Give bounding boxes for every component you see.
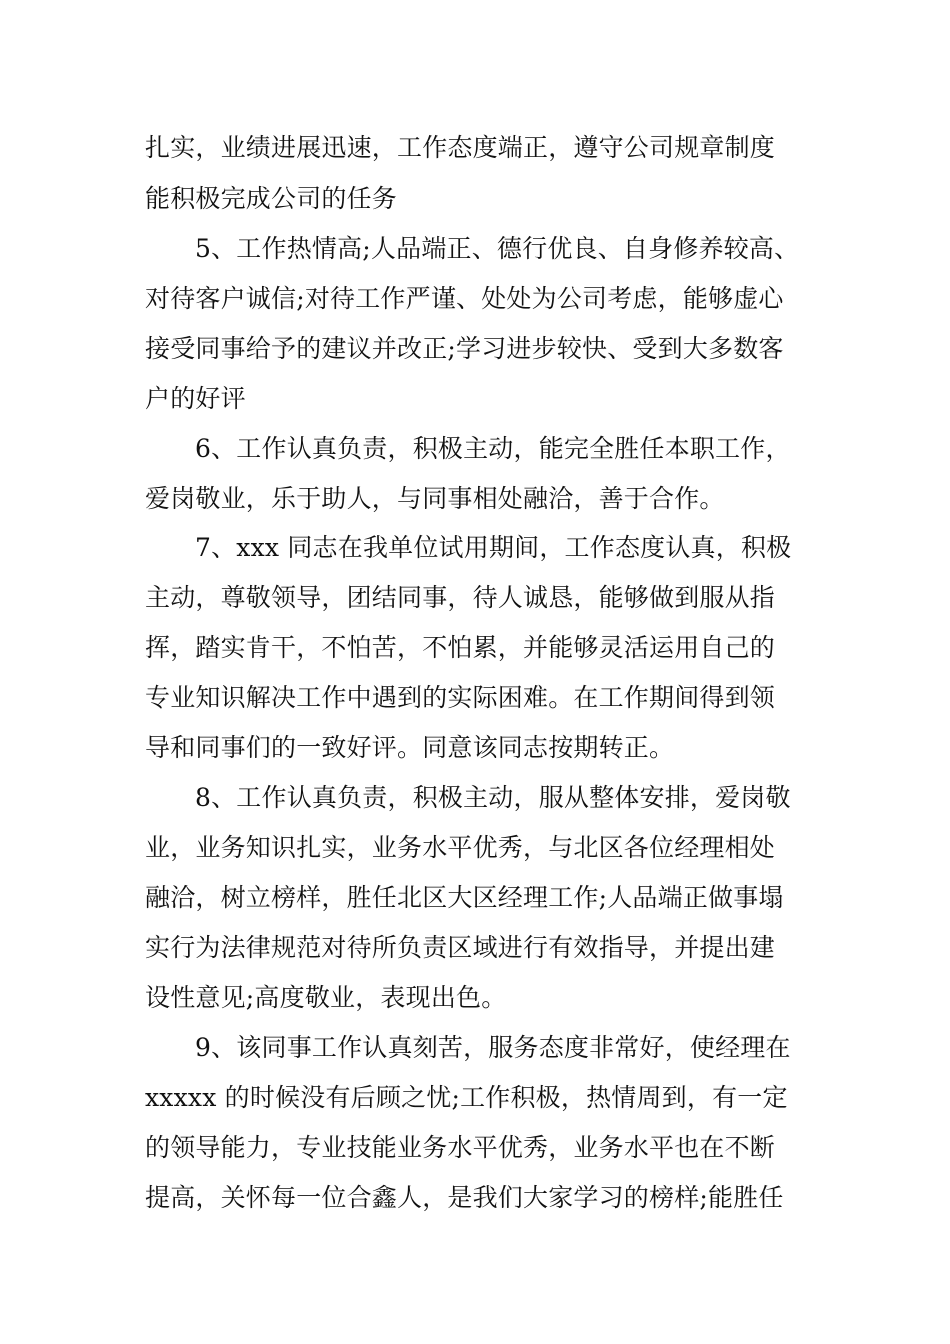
- paragraph-5-line: 5、工作热情高;人品端正、德行优良、自身修养较高、: [195, 234, 800, 263]
- text-line: 接受同事给予的建议并改正;学习进步较快、受到大多数客: [145, 334, 784, 363]
- paragraph-7-line: 7、xxx 同志在我单位试用期间，工作态度认真，积极: [195, 533, 792, 562]
- text-line: 挥，踏实肯干，不怕苦，不怕累，并能够灵活运用自己的: [145, 633, 776, 662]
- text-line: 爱岗敬业，乐于助人，与同事相处融洽，善于合作。: [145, 484, 725, 513]
- text-line: 专业知识解决工作中遇到的实际困难。在工作期间得到领: [145, 683, 776, 712]
- text-line: 的领导能力，专业技能业务水平优秀，业务水平也在不断: [145, 1133, 776, 1162]
- text-line: 业，业务知识扎实，业务水平优秀，与北区各位经理相处: [145, 833, 776, 862]
- text-line: 户的好评: [145, 384, 246, 413]
- text-line: 对待客户诚信;对待工作严谨、处处为公司考虑，能够虚心: [145, 284, 784, 313]
- text-line: 设性意见;高度敬业，表现出色。: [145, 983, 507, 1012]
- text-line: 导和同事们的一致好评。同意该同志按期转正。: [145, 733, 675, 762]
- paragraph-9-line: 9、该同事工作认真刻苦，服务态度非常好，使经理在: [195, 1033, 791, 1062]
- text-line: 提高，关怀每一位合鑫人，是我们大家学习的榜样;能胜任: [145, 1183, 784, 1212]
- text-line: 能积极完成公司的任务: [145, 184, 398, 213]
- paragraph-8-line: 8、工作认真负责，积极主动，服从整体安排，爱岗敬: [195, 783, 791, 812]
- text-line: 主动，尊敬领导，团结同事，待人诚恳，能够做到服从指: [145, 583, 776, 612]
- text-line: xxxxx 的时候没有后顾之忧;工作积极，热情周到，有一定: [145, 1083, 788, 1112]
- text-line: 实行为法律规范对待所负责区域进行有效指导，并提出建: [145, 933, 776, 962]
- text-line: 融洽，树立榜样，胜任北区大区经理工作;人品端正做事塌: [145, 883, 784, 912]
- text-line: 扎实，业绩进展迅速，工作态度端正，遵守公司规章制度: [145, 133, 776, 162]
- paragraph-6-line: 6、工作认真负责，积极主动，能完全胜任本职工作，: [195, 434, 791, 463]
